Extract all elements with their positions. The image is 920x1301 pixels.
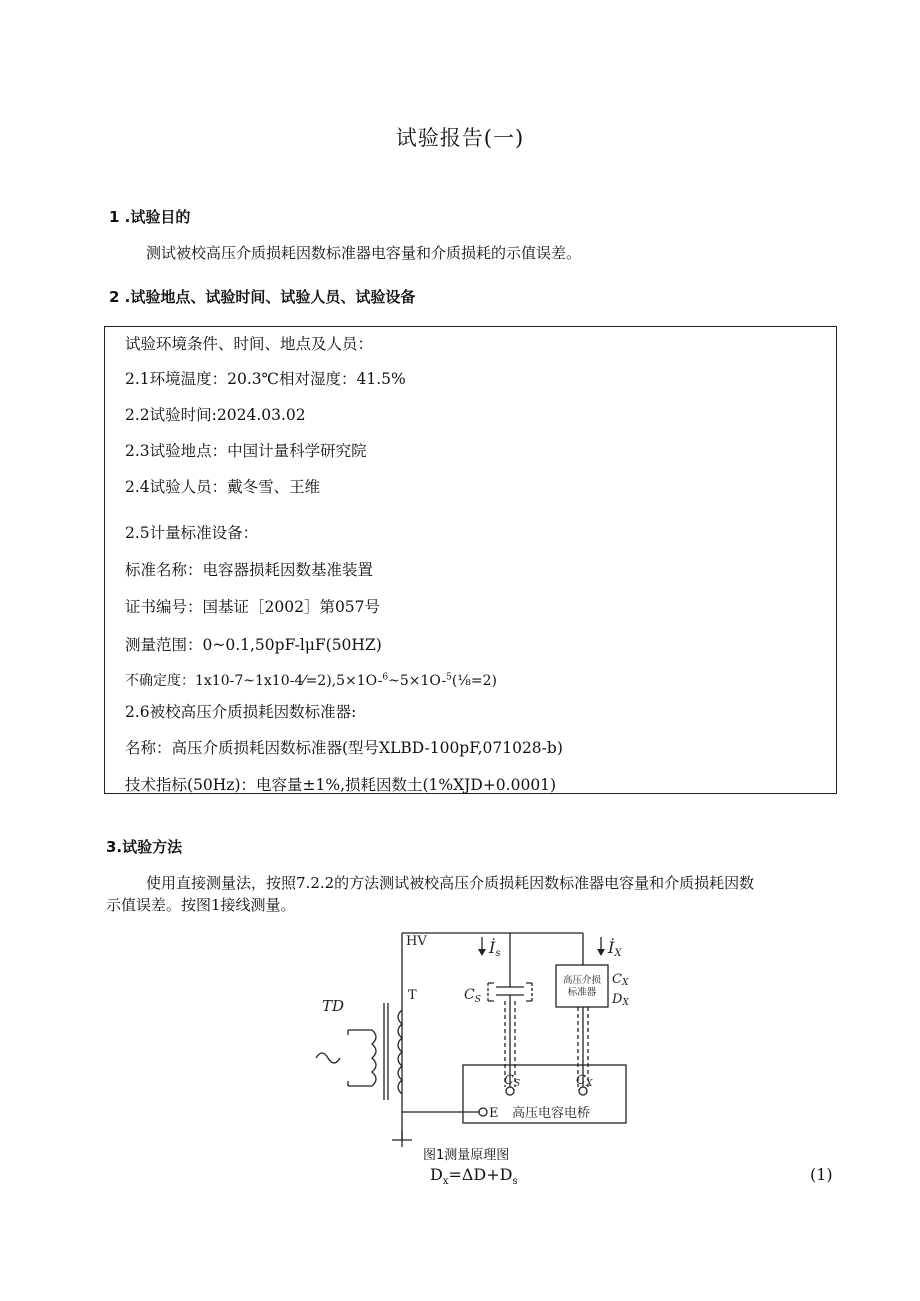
- formula: $D_x=\Delta D+D_s$: [430, 1165, 518, 1188]
- std-name: 标准名称：电容器损耗因数基准装置: [125, 561, 374, 579]
- hv-label: HV: [406, 934, 427, 949]
- std-box-label-2: 标准器: [567, 987, 597, 998]
- section-2-heading: 2 .试验地点、试验时间、试验人员、试验设备: [109, 288, 416, 306]
- measure-range: 测量范围：0~0.1,50pF-lμF(50HZ): [125, 636, 382, 654]
- test-place: 2.3试验地点：中国计量科学研究院: [125, 442, 367, 460]
- bridge-cs-label: CS: [504, 1073, 521, 1089]
- section-1-heading: 1 .试验目的: [109, 208, 191, 226]
- test-people: 2.4试验人员：戴冬雪、王维: [125, 478, 321, 496]
- is-current-label: İs: [489, 938, 501, 959]
- page-title: 试验报告(一): [395, 126, 525, 150]
- figure-caption: 图1测量原理图: [423, 1148, 510, 1163]
- bridge-name-label: 高压电容电桥: [512, 1106, 591, 1121]
- section-3-body-line2: 示值误差。按图1接线测量。: [106, 896, 296, 914]
- transformer-t-label: T: [408, 988, 417, 1003]
- test-time: 2.2试验时间:2024.03.02: [125, 406, 306, 424]
- tech-spec: 技术指标(50Hz)：电容量±1%,损耗因数土(1%XJD+0.0001): [125, 776, 557, 794]
- ix-current-label: İX: [608, 938, 622, 959]
- section-3-body-line1: 使用直接测量法，按照7.2.2的方法测试被校高压介质损耗因数标准器电容量和介质损耗因数: [146, 874, 755, 892]
- dut-name: 名称：高压介质损耗因数标准器(型号XLBD-100pF,071028-b): [125, 739, 563, 757]
- section-3-heading: 3.试验方法: [106, 838, 183, 856]
- section-1-body: 测试被校高压介质损耗因数标准器电容量和介质损耗的示值误差。: [146, 244, 582, 262]
- measurement-diagram: [300, 925, 640, 1150]
- ground-e-label: E: [489, 1106, 499, 1121]
- cx-label: CX: [612, 972, 629, 988]
- box-intro: 试验环境条件、时间、地点及人员：: [125, 335, 374, 353]
- bridge-cx-label: CX: [576, 1073, 593, 1089]
- equation-number: (1): [810, 1165, 833, 1184]
- std-equipment-title: 2.5计量标准设备：: [125, 524, 259, 542]
- env-conditions: 2.1环境温度：20.3℃相对湿度：41.5%: [125, 370, 406, 388]
- dut-title: 2.6被校高压介质损耗因数标准器:: [125, 703, 357, 721]
- test-conditions-box: [104, 326, 837, 794]
- std-box-label-1: 高压介损: [562, 975, 602, 986]
- cert-number: 证书编号：国基证［2002］第057号: [125, 598, 381, 616]
- uncertainty: 不确定度：1x10-7~1x10-4⁄=2),5×1O-$^6$~5×1O-$^5$(⅛=2): [125, 672, 498, 689]
- td-label: TD: [322, 997, 345, 1015]
- dx-label: DX: [612, 992, 629, 1008]
- cs-capacitor-label: $C_S$: [464, 987, 481, 1005]
